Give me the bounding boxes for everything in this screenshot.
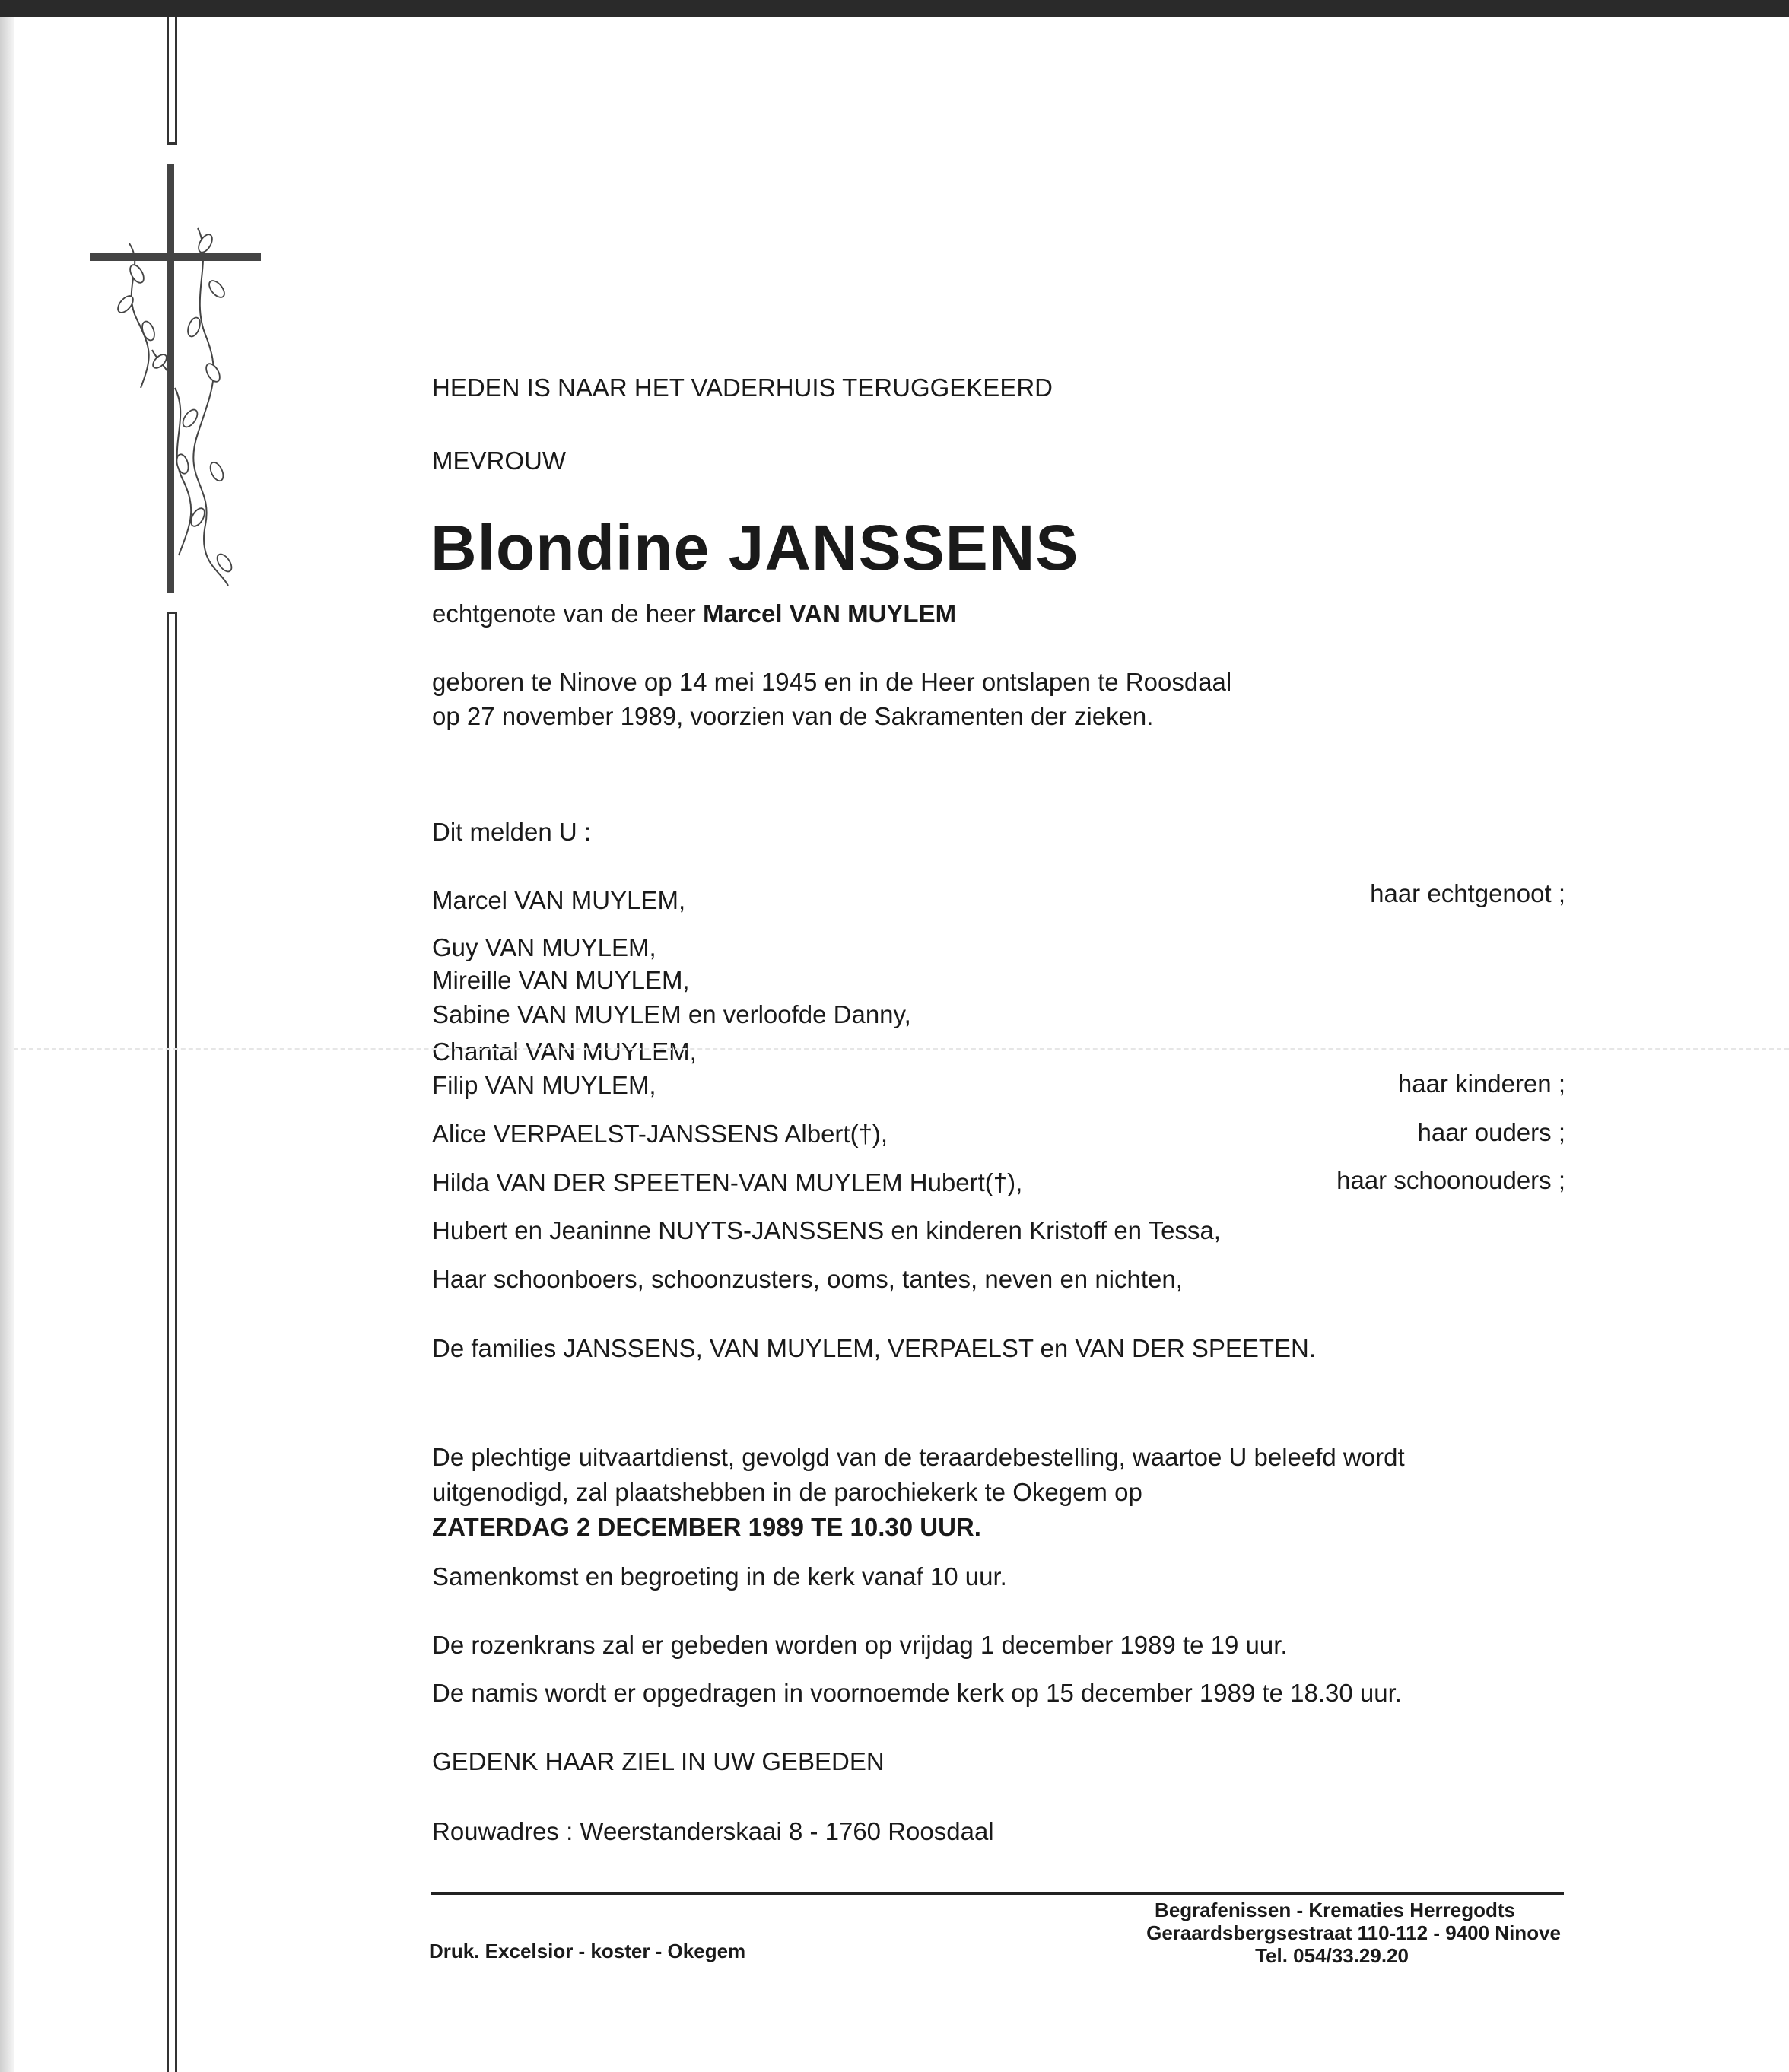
spouse-name: Marcel VAN MUYLEM bbox=[702, 599, 957, 628]
printer-credit: Druk. Excelsior - koster - Okegem bbox=[429, 1940, 746, 1962]
undertaker-line-1: Begrafenissen - Krematies Herregodts bbox=[1155, 1899, 1515, 1921]
footer-rule bbox=[431, 1892, 1564, 1895]
family-relation: haar kinderen ; bbox=[1397, 1069, 1565, 1098]
undertaker-phone: Tel. 054/33.29.20 bbox=[1255, 1944, 1409, 1967]
birth-death-line-2: op 27 november 1989, voorzien van de Sakramenten der zieken. bbox=[432, 702, 1154, 730]
service-line-2: uitgenodigd, zal plaatshebben in de parochiekerk te Okegem op bbox=[432, 1478, 1142, 1506]
heading-homecoming: HEDEN IS NAAR HET VADERHUIS TERUGGEKEERD bbox=[432, 373, 1053, 402]
announcement: Dit melden U : bbox=[432, 818, 592, 846]
salutation: MEVROUW bbox=[432, 446, 566, 475]
birth-death-line-1: geboren te Ninove op 14 mei 1945 en in de Heer ontslapen te Roosdaal bbox=[432, 668, 1232, 696]
deceased-name: Blondine JANSSENS bbox=[431, 512, 1079, 583]
service-line-1: De plechtige uitvaartdienst, gevolgd van de teraardebestelling, waartoe U beleefd wordt bbox=[432, 1443, 1405, 1471]
cross-with-vine-icon bbox=[84, 160, 266, 616]
families-line: De families JANSSENS, VAN MUYLEM, VERPAELST en VAN DER SPEETEN. bbox=[432, 1334, 1317, 1362]
family-name: Guy VAN MUYLEM, bbox=[432, 933, 656, 961]
gathering-line: Samenkomst en begroeting in de kerk vanaf 10 uur. bbox=[432, 1562, 1007, 1591]
spouse-line bbox=[432, 601, 956, 626]
fold-line bbox=[14, 1048, 1789, 1050]
family-name: Haar schoonboers, schoonzusters, ooms, tantes, neven en nichten, bbox=[432, 1265, 1183, 1293]
family-name: Mireille VAN MUYLEM, bbox=[432, 966, 690, 994]
family-relation: haar echtgenoot ; bbox=[1370, 879, 1565, 907]
family-name: Chantal VAN MUYLEM, bbox=[432, 1038, 697, 1066]
left-rail-bottom bbox=[167, 612, 177, 2072]
family-name: Sabine VAN MUYLEM en verloofde Danny, bbox=[432, 1000, 911, 1028]
family-name: Hubert en Jeaninne NUYTS-JANSSENS en kinderen Kristoff en Tessa, bbox=[432, 1216, 1221, 1244]
family-name: Marcel VAN MUYLEM, bbox=[432, 886, 686, 914]
undertaker-line-2: Geraardsbergsestraat 110-112 - 9400 Ninove bbox=[1146, 1921, 1561, 1944]
family-name: Alice VERPAELST-JANSSENS Albert(†), bbox=[432, 1120, 888, 1148]
top-border bbox=[0, 0, 1789, 17]
left-rail-top bbox=[167, 17, 177, 145]
rosary-line: De rozenkrans zal er gebeden worden op vrijdag 1 december 1989 te 19 uur. bbox=[432, 1631, 1288, 1659]
family-relation: haar schoonouders ; bbox=[1336, 1166, 1565, 1194]
family-name: Hilda VAN DER SPEETEN-VAN MUYLEM Hubert(†), bbox=[432, 1168, 1023, 1196]
remember-line: GEDENK HAAR ZIEL IN UW GEBEDEN bbox=[432, 1747, 885, 1775]
service-date: ZATERDAG 2 DECEMBER 1989 TE 10.30 UUR. bbox=[432, 1513, 981, 1541]
family-relation: haar ouders ; bbox=[1417, 1118, 1565, 1146]
scan-left-edge bbox=[0, 0, 14, 2072]
spouse-prefix: echtgenote van de heer bbox=[432, 599, 696, 628]
address-line: Rouwadres : Weerstanderskaai 8 - 1760 Roosdaal bbox=[432, 1817, 994, 1845]
mass-line: De namis wordt er opgedragen in voornoemde kerk op 15 december 1989 te 18.30 uur. bbox=[432, 1679, 1402, 1707]
family-name: Filip VAN MUYLEM, bbox=[432, 1071, 656, 1099]
